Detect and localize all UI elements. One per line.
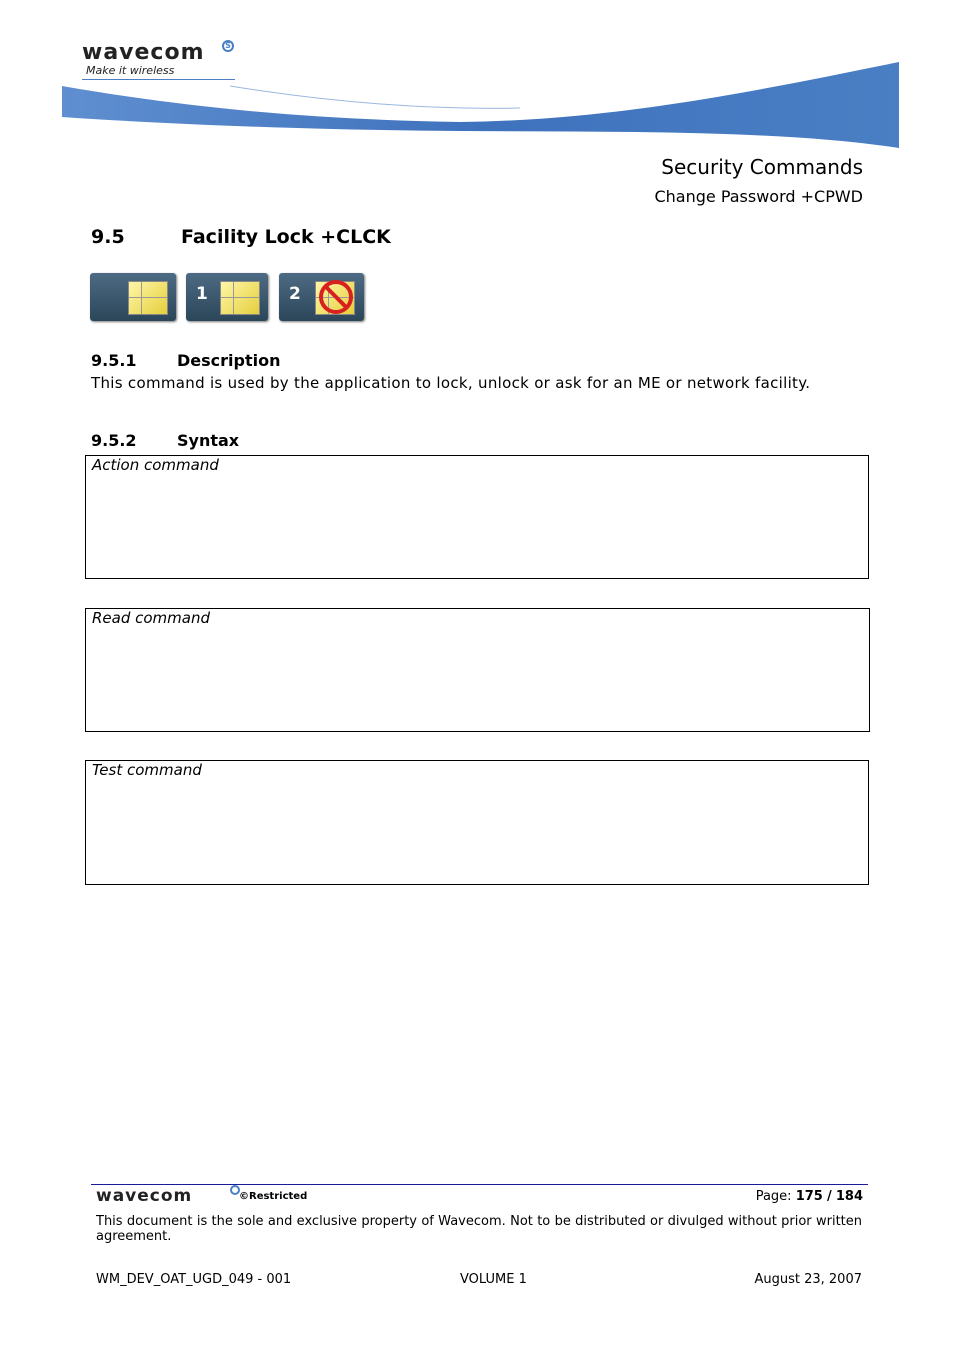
header-banner-wave: [0, 0, 954, 160]
page-current: 175: [795, 1189, 823, 1204]
section-title: Facility Lock +CLCK: [181, 226, 391, 248]
page-label: Page:: [755, 1189, 792, 1204]
description-text: This command is used by the application to lock, unlock or ask for an ME or network facility.: [91, 374, 811, 392]
footer-doc-id: WM_DEV_OAT_UGD_049 - 001: [96, 1272, 292, 1287]
page-total: 184: [835, 1189, 863, 1204]
action-command-box: [85, 455, 869, 579]
header-subsection-title: Change Password +CPWD: [654, 187, 863, 206]
header-section-title: Security Commands: [661, 155, 863, 179]
page-separator: /: [826, 1189, 832, 1204]
sim-card-1-icon: [186, 273, 268, 321]
syntax-number: 9.5.2: [91, 431, 137, 450]
header: [0, 0, 954, 210]
logo-mark-icon: S: [222, 40, 234, 52]
syntax-title: Syntax: [177, 431, 240, 450]
description-title: Description: [177, 351, 281, 370]
sim-card-2-blocked-icon: [279, 273, 364, 321]
blocked-icon: [317, 278, 355, 316]
sim-card-icon: [90, 273, 176, 321]
action-command-label: Action command: [92, 456, 219, 474]
read-command-label: Read command: [92, 609, 211, 627]
footer-date: August 23, 2007: [754, 1272, 862, 1287]
sim-number-label: 1: [196, 284, 208, 304]
sim-number-label: 2: [289, 284, 301, 304]
wavecom-logo: wavecom: [82, 40, 205, 65]
logo-tagline: Make it wireless: [86, 64, 175, 77]
footer-wavecom-logo: wavecom: [96, 1186, 193, 1206]
footer-page-info: [756, 1189, 863, 1204]
footer-notice: This document is the sole and exclusive property of Wavecom. Not to be distributed or divulged without prior written agreement.: [96, 1214, 862, 1244]
sim-chip: [128, 281, 168, 315]
read-command-box: [85, 608, 870, 732]
test-command-box: [85, 760, 869, 885]
section-number: 9.5: [91, 226, 125, 248]
sim-chip: [220, 281, 260, 315]
description-number: 9.5.1: [91, 351, 137, 370]
footer-restricted: ©Restricted: [239, 1191, 308, 1202]
test-command-label: Test command: [92, 761, 202, 779]
footer-volume: VOLUME 1: [460, 1272, 527, 1287]
footer-rule: [91, 1184, 868, 1185]
